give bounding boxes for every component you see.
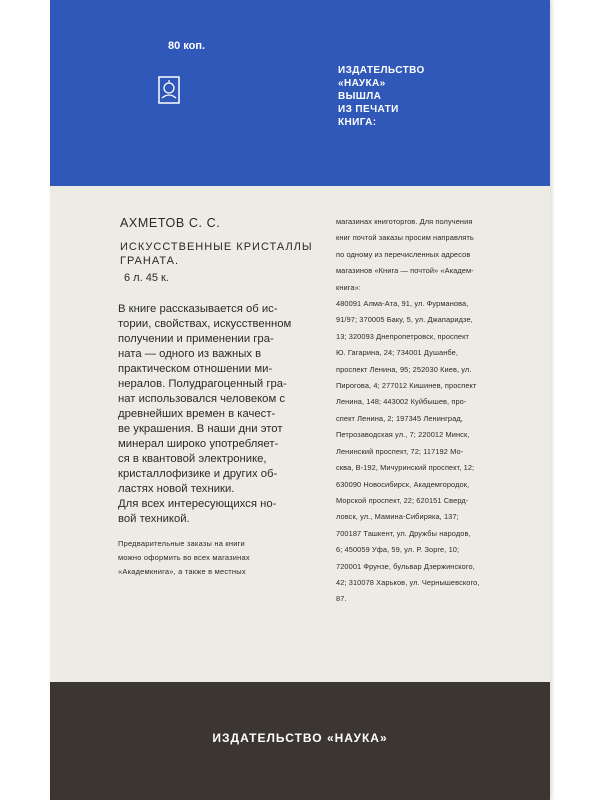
address-line: проспект Ленина, 95; 252030 Киев, ул. [336,364,472,374]
announcement-line: ИЗДАТЕЛЬСТВО [338,65,425,76]
address-line: Ленинский проспект, 72; 117192 Мо- [336,446,464,456]
announcement-block [338,64,425,129]
description-line: ве украшения. В наши дни этот [118,423,283,435]
publisher-name: ИЗДАТЕЛЬСТВО «НАУКА» [212,731,388,745]
description-line: Для всех интересующихся но- [118,498,277,510]
book-title-line: ГРАНАТА. [120,255,180,267]
address-line: книг почтой заказы просим направлять [336,233,474,243]
book-price: 6 л. 45 к. [124,272,169,284]
address-line: магазинах книготоргов. Для получения [336,217,473,226]
address-line: 91/97; 370005 Баку, 5, ул. Джапаридзе, [336,315,473,325]
description-line: ната — одного из важных в [118,348,262,360]
order-note [118,537,318,579]
description-line: В книге рассказывается об ис- [118,303,278,315]
address-line: Пирогова, 4; 277012 Кишинев, проспект [336,381,477,391]
address-line: Морской проспект, 22; 620151 Сверд- [336,495,469,505]
order-note-line: Предварительные заказы на книги [118,539,245,548]
book-title [120,240,318,268]
order-note-line: «Академкнига», а также в местных [118,567,246,576]
address-line: спект Ленина, 2; 197345 Ленинград, [336,413,463,423]
address-line: ловск, ул., Мамина-Сибиряка, 137; [336,512,459,522]
address-line: 720001 Фрунзе, бульвар Дзержинского, [336,561,475,571]
book-title-line: ИСКУССТВЕННЫЕ КРИСТАЛЛЫ [120,241,313,253]
description-line: нералов. Полудрагоценный гра- [118,378,287,390]
address-line: 42; 310078 Харьков, ул. Чернышевского, [336,577,480,587]
description-line: нат использовался человеком с [118,393,286,405]
description-line: ся в квантовой электронике, [118,453,267,465]
top-blue-band [50,0,550,186]
address-line: 700187 Ташкент, ул. Дружбы народов, [336,528,471,538]
announcement-line: КНИГА: [338,117,377,128]
bottom-dark-band [50,682,550,800]
description-line: древнейших времен в качест- [118,408,276,420]
address-line: 630090 Новосибирск, Академгородок, [336,479,470,489]
book-author: АХМЕТОВ С. С. [120,216,221,230]
address-line: Петрозаводская ул., 7; 220012 Минск, [336,430,470,440]
cover-price: 80 коп. [168,40,206,52]
book-description [118,302,318,527]
address-line: сква, В-192, Мичуринский проспект, 12; [336,463,475,473]
address-line: по одному из перечисленных адресов [336,249,471,259]
description-line: вой техникой. [118,513,190,525]
address-line: Ю. Гагарина, 24; 734001 Душанбе, [336,348,458,358]
address-line: 87. [336,594,347,604]
description-line: получении и применении гра- [118,333,274,345]
address-list [336,214,548,608]
announcement-line: ВЫШЛА [338,91,382,102]
address-line: магазинов «Книга — почтой» «Академ- [336,266,474,276]
announcement-line: ИЗ ПЕЧАТИ [338,104,399,115]
description-line: минерал широко употребляет- [118,438,279,450]
address-line: 13; 320093 Днепропетровск, проспект [336,331,470,341]
address-line: книга»: [336,282,361,292]
announcement-line: «НАУКА» [338,78,386,89]
address-line: Ленина, 148; 443002 Куйбышев, про- [336,397,467,407]
description-line: тории, свойствах, искусственном [118,318,292,330]
address-line: 480091 Алма-Ата, 91, ул. Фурманова, [336,299,469,309]
description-line: ластях новой техники. [118,483,235,495]
description-line: кристаллофизике и других об- [118,468,278,480]
book-info-column [118,216,318,579]
order-note-line: можно оформить во всех магазинах [118,553,250,562]
description-line: практическом отношении ми- [118,363,273,375]
publisher-logo-icon [158,76,180,104]
address-line: 6; 450059 Уфа, 59, ул. Р. Зорге, 10; [336,545,460,555]
book-back-cover [50,0,550,800]
